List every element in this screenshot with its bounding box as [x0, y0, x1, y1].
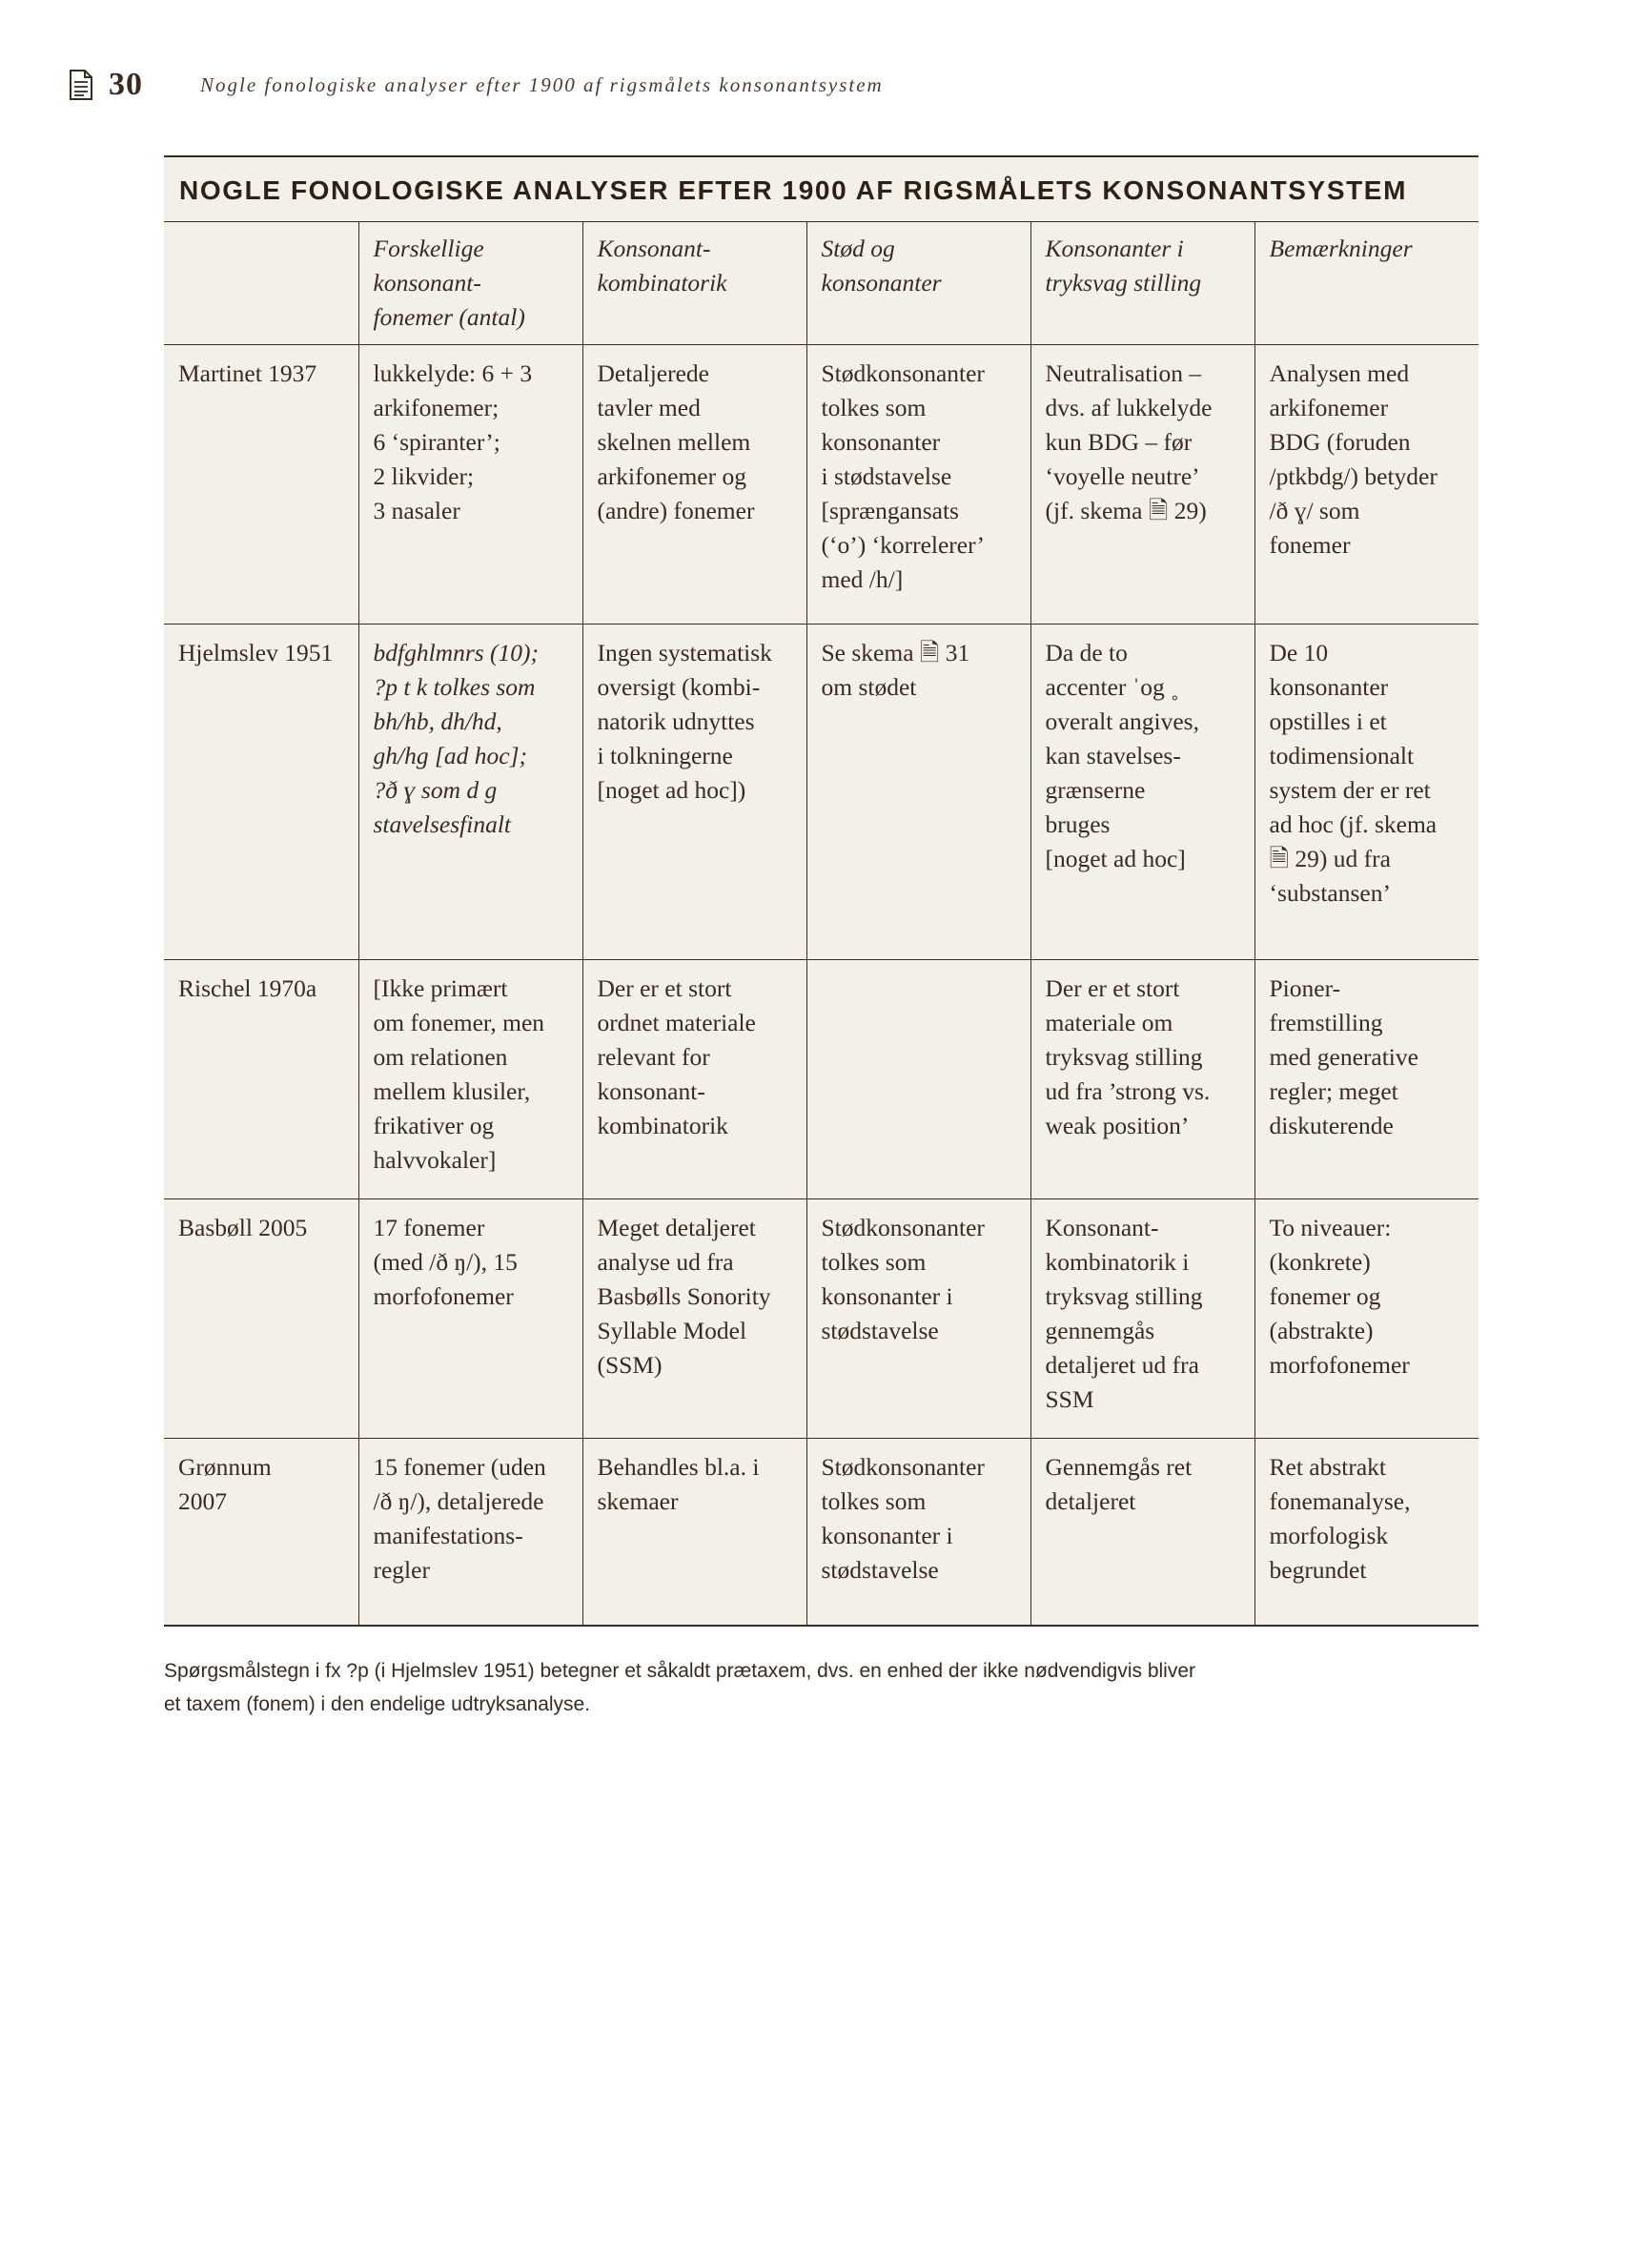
table-cell: Ret abstrakt fonemanalyse, morfologisk begrundet [1254, 1439, 1479, 1626]
table-cell: Ingen systematisk oversigt (kombi- natorik udnyttes i tolkningerne [noget ad hoc]) [582, 625, 806, 960]
table-row [164, 1199, 1479, 1439]
table-cell: To niveauer: (konkrete) fonemer og (abstrakte) morfofonemer [1254, 1199, 1479, 1439]
analysis-table [164, 155, 1479, 1627]
table-cell: Pioner- fremstilling med generative regler; meget diskuterende [1254, 960, 1479, 1199]
column-header-empty [164, 222, 358, 345]
table-cell: De 10 konsonanter opstilles i et todimensionalt system der er ret ad hoc (jf. skema 🗎 29) ud fra ‘substansen’ [1254, 625, 1479, 960]
table-footnote: Spørgsmålstegn i fx ?p (i Hjelmslev 1951) betegner et såkaldt prætaxem, dvs. en enhed der ikke nødvendigvis bliver et taxem (fonem) i den endelige udtryksanalyse. [164, 1660, 1196, 1715]
running-head [69, 63, 884, 107]
table-cell: Se skema 🗎 31 om stødet [806, 625, 1030, 960]
column-header-fonemer: Forskellige konsonant- fonemer (antal) [358, 222, 582, 345]
table-cell: 17 fonemer (med /ð ŋ/), 15 morfofonemer [358, 1199, 582, 1439]
table-cell: Meget detaljeret analyse ud fra Basbølls Sonority Syllable Model (SSM) [582, 1199, 806, 1439]
table-cell: Stødkonsonanter tolkes som konsonanter i stødstavelse [806, 1199, 1030, 1439]
document-icon [69, 69, 93, 101]
row-label-cell: Grønnum 2007 [164, 1439, 358, 1626]
row-label-cell: Rischel 1970a [164, 960, 358, 1199]
table-cell: lukkelyde: 6 + 3 arkifonemer; 6 ‘spiranter’; 2 likvider; 3 nasaler [358, 345, 582, 625]
table-cell: Behandles bl.a. i skemaer [582, 1439, 806, 1626]
table-row [164, 345, 1479, 625]
table-cell: Konsonant- kombinatorik i tryksvag stilling gennemgås detaljeret ud fra SSM [1030, 1199, 1254, 1439]
table-row [164, 625, 1479, 960]
row-label-cell: Martinet 1937 [164, 345, 358, 625]
table-cell: Stødkonsonanter tolkes som konsonanter i stødstavelse [806, 1439, 1030, 1626]
table-cell: bdfghlmnrs (10); ?p t k tolkes som bh/hb, dh/hd, gh/hg [ad hoc]; ?ð ɣ som d g stavelsesfinalt [358, 625, 582, 960]
running-title: Nogle fonologiske analyser efter 1900 af rigsmålets konsonantsystem [200, 72, 884, 96]
table-row [164, 960, 1479, 1199]
table-cell: [Ikke primært om fonemer, men om relationen mellem klusiler, frikativer og halvvokaler] [358, 960, 582, 1199]
table-cell: Stødkonsonanter tolkes som konsonanter i stødstavelse [sprængansats (‘o’) ‘korrelerer’ med /h/] [806, 345, 1030, 625]
row-label-cell: Hjelmslev 1951 [164, 625, 358, 960]
table-cell: Detaljerede tavler med skelnen mellem arkifonemer og (andre) fonemer [582, 345, 806, 625]
page-number: 30 [109, 67, 143, 102]
table-cell: Gennemgås ret detaljeret [1030, 1439, 1254, 1626]
column-header-bemaerkninger: Bemærkninger [1254, 222, 1479, 345]
column-header-stoed: Stød og konsonanter [806, 222, 1030, 345]
column-header-tryksvag: Konsonanter i tryksvag stilling [1030, 222, 1254, 345]
table-cell: Neutralisation – dvs. af lukkelyde kun BDG – før ‘voyelle neutre’ (jf. skema 🗎 29) [1030, 345, 1254, 625]
row-label-cell: Basbøll 2005 [164, 1199, 358, 1439]
analysis-table-container [164, 155, 1479, 1627]
table-cell: Der er et stort ordnet materiale relevant for konsonant- kombinatorik [582, 960, 806, 1199]
column-header-kombinatorik: Konsonant- kombinatorik [582, 222, 806, 345]
table-row [164, 1439, 1479, 1626]
table-header-row [164, 222, 1479, 345]
table-cell: Da de to accenter ˈog ˳ overalt angives, kan stavelses- grænserne bruges [noget ad hoc] [1030, 625, 1254, 960]
table-cell [806, 960, 1030, 1199]
table-title: NOGLE FONOLOGISKE ANALYSER EFTER 1900 AF RIGSMÅLETS KONSONANTSYSTEM [164, 155, 1479, 222]
table-cell: Der er et stort materiale om tryksvag stilling ud fra ’strong vs. weak position’ [1030, 960, 1254, 1199]
table-cell: 15 fonemer (uden /ð ŋ/), detaljerede manifestations- regler [358, 1439, 582, 1626]
table-cell: Analysen med arkifonemer BDG (foruden /ptkbdg/) betyder /ð ɣ/ som fonemer [1254, 345, 1479, 625]
